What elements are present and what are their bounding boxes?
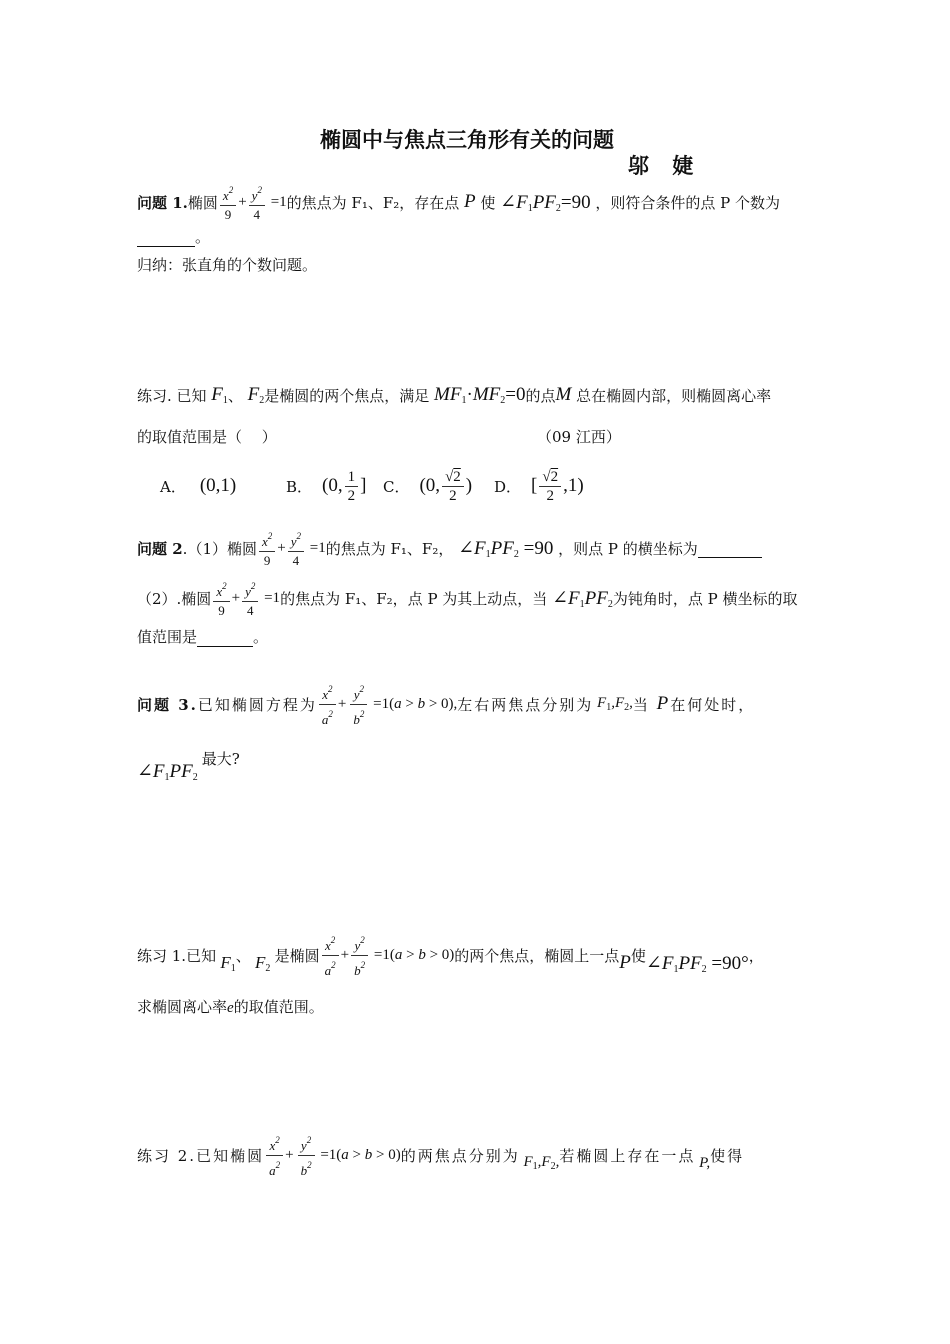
problem-1-answer-line: 。 <box>137 226 210 247</box>
answer-blank[interactable] <box>197 628 253 647</box>
practice-1-line-2: 求椭圆离心率e的取值范围。 <box>137 998 324 1016</box>
dot-product-equation: $MF_1\cdot MF_2=0$ <box>434 384 526 406</box>
exercise-line: 练习. 已知 $F_1$ 、 $F_2$ 是椭圆的两个焦点，满足 $MF_1\cdot MF_2=0$ 的点 M 总在椭圆内部，则椭圆离心率 <box>137 384 772 406</box>
choice-b[interactable]: B． (0, $\frac{1}{2}$ ] <box>286 468 367 504</box>
problem-1-line: 问题 1. 椭圆 $\frac{x^2}{9}$ + $\frac{y^2}{4}$ =1 的焦点为 F₁、F₂，存在点 P 使 $\angle F_1PF_2=90$ ，则符合条件的点 P 个数为 <box>137 180 780 224</box>
angle-f1pf2-90: $\angle F_1PF_2 =90$ <box>453 537 559 560</box>
problem-2-label: 问题 2 <box>137 539 183 558</box>
problem-1-label: 问题 1. <box>137 193 188 212</box>
answer-blank[interactable] <box>137 228 195 247</box>
practice-2-line: 练习 2.已知椭圆 $\frac{x^2}{a^2}$ + $\frac{y^2}{b^2}$ =1(a > b > 0) 的两焦点分别为 $F_1,F_2$, 若椭圆上存在一点 P, 使得 <box>137 1130 744 1180</box>
source-label: （09 江西） <box>537 428 621 446</box>
page-title: 椭圆中与焦点三角形有关的问题 <box>320 128 614 152</box>
angle-f1pf2-90deg: $\angle F_1PF_2 =90^\circ$ <box>645 952 749 975</box>
problem-2-line-1: 问题 2 .（1）椭圆 $\frac{x^2}{9}$ + $\frac{y^2}{4}$ =1 的焦点为 F₁、F₂， $\angle F_1PF_2 =90$ ，则点 P 的横坐标为 <box>137 526 762 570</box>
author: 邬 婕 <box>628 154 702 178</box>
choice-c[interactable]: C． (0, $\frac{√2}{2}$ ) <box>383 468 473 504</box>
problem-2-line-2: （2）.椭圆 $\frac{x^2}{9}$ + $\frac{y^2}{4}$ =1 的焦点为 F₁、F₂，点 P 为其上动点，当 $\angle F_1PF_2$ 为钝角时，点 P 横坐标的取 <box>137 576 797 620</box>
choice-d[interactable]: D． [ $\frac{√2}{2}$ ,1) <box>494 468 584 504</box>
problem-3-line: 问题 3. 已知椭圆方程为 $\frac{x^2}{a^2}$ + $\frac{y^2}{b^2}$ =1(a > b > 0), 左右两焦点分别为 $F_1,F_2$, 当 P 在何处时， <box>137 680 755 728</box>
problem-3-line-2: $\angle F_1PF_2$ 最大? <box>137 750 240 783</box>
summary-text: 归纳：张直角的个数问题。 <box>137 256 318 274</box>
problem-2-line-3: 值范围是 。 <box>137 628 269 646</box>
problem-3-label: 问题 3. <box>137 695 198 714</box>
answer-blank[interactable] <box>698 539 762 558</box>
angle-f1pf2-90: $\angle F_1PF_2=90$ <box>495 191 596 214</box>
choice-a[interactable]: A． (0,1) <box>160 475 237 496</box>
fraction-y2-4: $\frac{y^2}{4}$ <box>249 181 265 224</box>
angle-f1pf2: $\angle F_1PF_2$ <box>137 761 198 783</box>
fraction-x2-9: $\frac{x^2}{9}$ <box>220 181 236 224</box>
exercise-question: 的取值范围是（ ） <box>137 428 277 446</box>
practice-1-line: 练习 1.已知 $F_1$ 、 $F_2$ 是椭圆 $\frac{x^2}{a^2}$ + $\frac{y^2}{b^2}$ =1(a > b > 0) 的两个焦点，椭圆上一点 P 使 $\angle F_1PF_2 =90^\circ$ ， <box>137 930 764 980</box>
angle-f1pf2: $\angle F_1PF_2$ <box>547 587 613 610</box>
